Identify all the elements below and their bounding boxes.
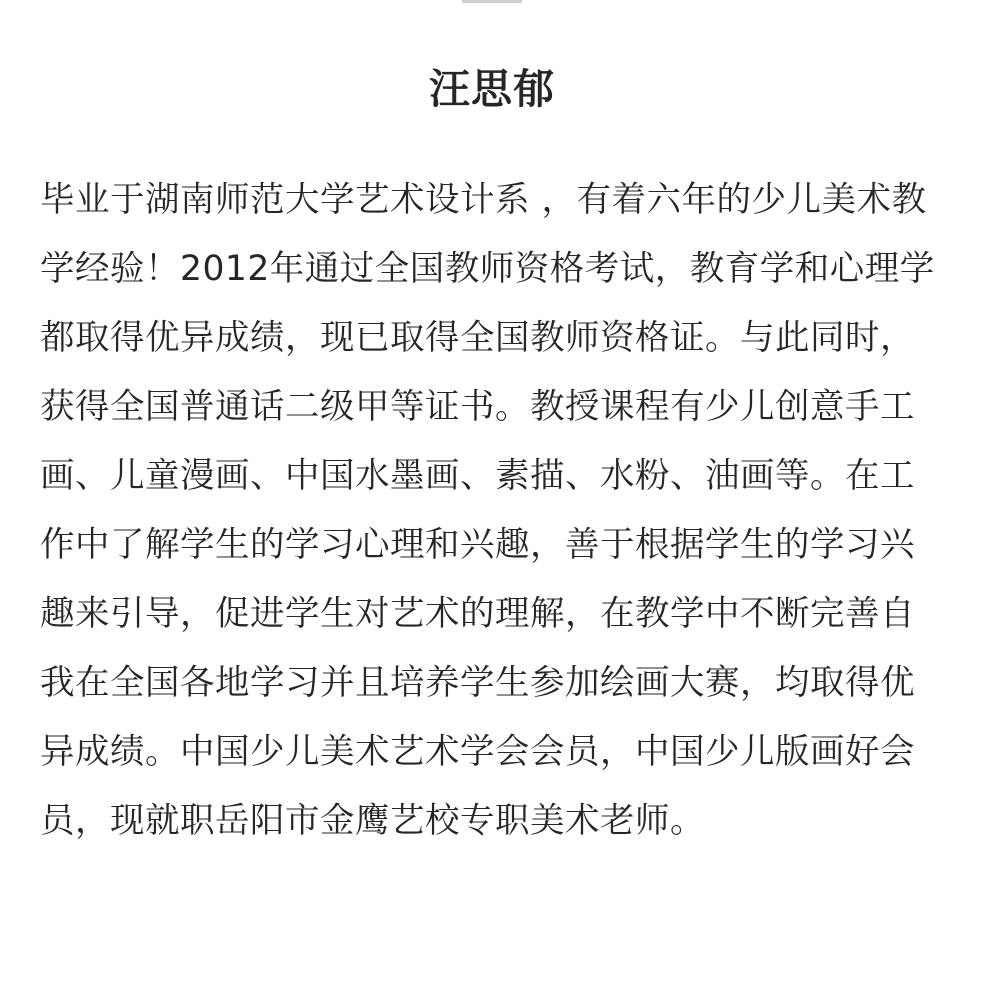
bio-line: 毕业于湖南师范大学艺术设计系 ，有着六年的少儿美术教 <box>40 180 927 220</box>
top-edge-mark <box>462 0 522 3</box>
bio-paragraph <box>40 166 946 856</box>
bio-line: 员，现就职岳阳市金鹰艺校专职美术老师。 <box>40 801 705 841</box>
bio-line: 获得全国普通话二级甲等证书。教授课程有少儿创意手工 <box>40 387 915 427</box>
bio-line: 画、儿童漫画、中国水墨画、素描、水粉、油画等。在工 <box>40 456 915 496</box>
bio-line: 趣来引导，促进学生对艺术的理解，在教学中不断完善自 <box>40 594 915 634</box>
bio-line: 我在全国各地学习并且培养学生参加绘画大赛，均取得优 <box>40 663 915 703</box>
bio-line: 都取得优异成绩，现已取得全国教师资格证。与此同时， <box>40 318 915 358</box>
bio-line: 学经验！2012年通过全国教师资格考试，教育学和心理学 <box>40 249 935 289</box>
page-title: 汪思郁 <box>429 65 555 114</box>
bio-line: 异成绩。中国少儿美术艺术学会会员，中国少儿版画好会 <box>40 732 915 772</box>
bio-line: 作中了解学生的学习心理和兴趣，善于根据学生的学习兴 <box>40 525 915 565</box>
